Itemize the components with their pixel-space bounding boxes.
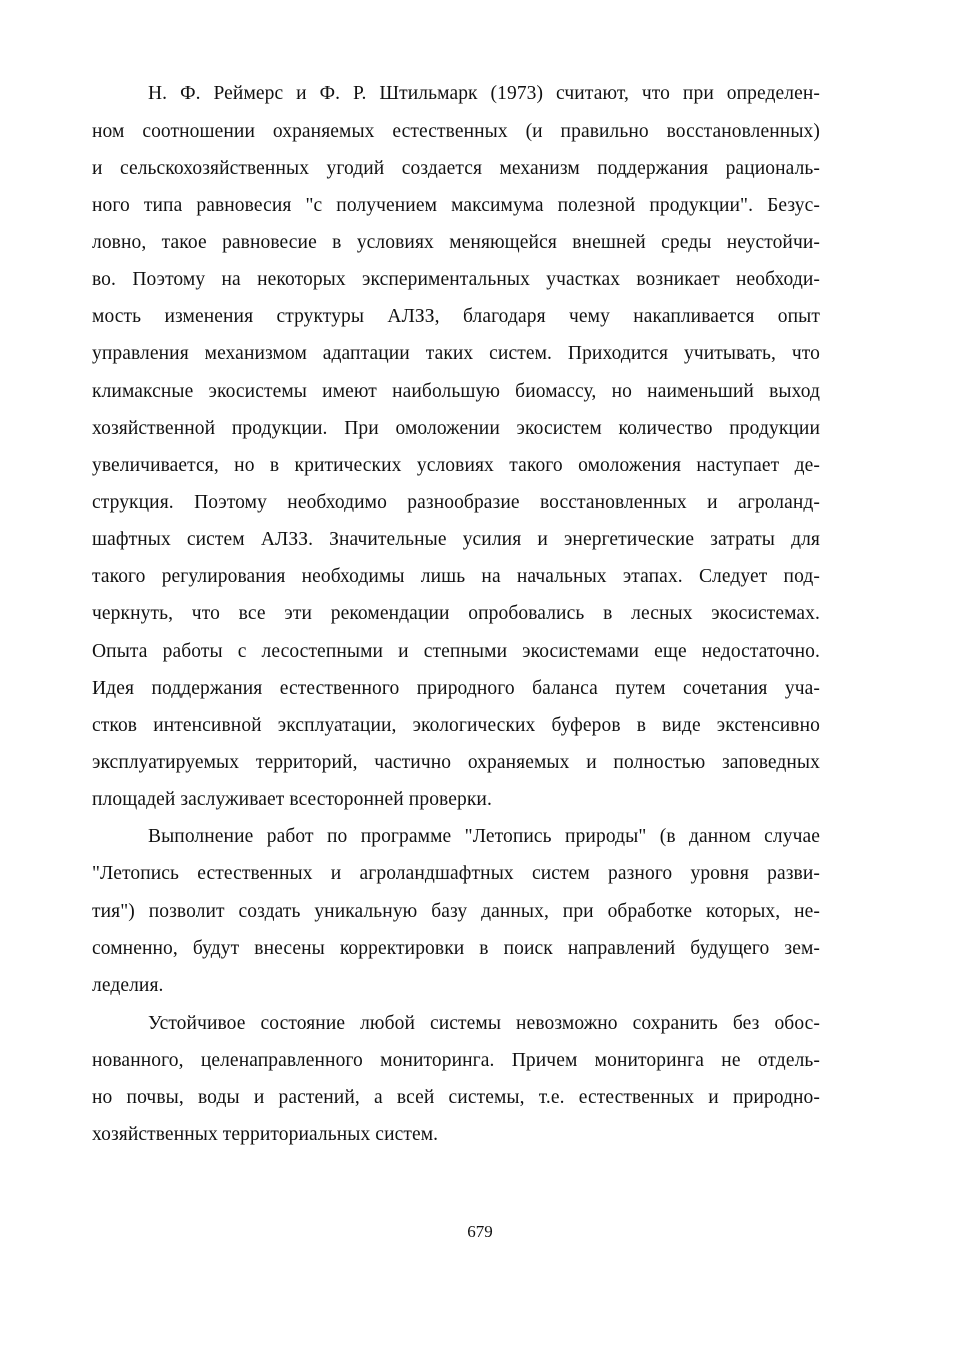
text-line: Н. Ф. Реймерс и Ф. Р. Штильмарк (1973) считают, что при определен- — [148, 83, 820, 104]
text-line: но почвы, воды и растений, а всей системы, т.е. естественных и природно- — [92, 1087, 820, 1108]
text-line: нованного, целенаправленного мониторинга. Причем мониторинга не отдель- — [92, 1050, 820, 1071]
text-line: такого регулирования необходимы лишь на начальных этапах. Следует под- — [92, 566, 820, 587]
text-line: хозяйственной продукции. При омоложении экосистем количество продукции — [92, 418, 820, 439]
text-line: ловно, такое равновесие в условиях меняющейся внешней среды неустойчи- — [92, 232, 820, 253]
text-line: леделия. — [92, 975, 164, 996]
text-line: черкнуть, что все эти рекомендации опробовались в лесных экосистемах. — [92, 603, 820, 624]
text-line: ного типа равновесия "с получением максимума полезной продукции". Безус- — [92, 195, 820, 216]
text-line: хозяйственных территориальных систем. — [92, 1124, 439, 1145]
text-line: стков интенсивной эксплуатации, экологических буферов в виде экстенсивно — [92, 715, 820, 736]
text-line: Идея поддержания естественного природного баланса путем сочетания уча- — [92, 678, 820, 699]
text-line: Выполнение работ по программе "Летопись природы" (в данном случае — [148, 826, 820, 847]
text-line: площадей заслуживает всесторонней проверки. — [92, 789, 492, 810]
text-line: во. Поэтому на некоторых экспериментальных участках возникает необходи- — [92, 269, 820, 290]
text-line: ном соотношении охраняемых естественных (и правильно восстановленных) — [92, 121, 820, 142]
text-line: шафтных систем АЛЗЗ. Значительные усилия и энергетические затраты для — [92, 529, 820, 550]
text-line: и сельскохозяйственных угодий создается механизм поддержания рациональ- — [92, 158, 820, 179]
text-line: Устойчивое состояние любой системы невозможно сохранить без обос- — [148, 1013, 820, 1034]
text-line: увеличивается, но в критических условиях такого омоложения наступает де- — [92, 455, 820, 476]
text-line: управления механизмом адаптации таких систем. Приходится учитывать, что — [92, 343, 820, 364]
text-line: климаксные экосистемы имеют наибольшую биомассу, но наименьший выход — [92, 381, 820, 402]
text-line: мость изменения структуры АЛЗЗ, благодаря чему накапливается опыт — [92, 306, 820, 327]
text-line: сомненно, будут внесены корректировки в поиск направлений будущего зем- — [92, 938, 820, 959]
text-line: струкция. Поэтому необходимо разнообразие восстановленных и агроланд- — [92, 492, 820, 513]
text-line: Опыта работы с лесостепными и степными экосистемами еще недостаточно. — [92, 641, 820, 662]
text-line: "Летопись естественных и агроландшафтных систем разного уровня разви- — [92, 863, 820, 884]
text-line: эксплуатируемых территорий, частично охраняемых и полностью заповедных — [92, 752, 820, 773]
text-line: тия") позволит создать уникальную базу данных, при обработке которых, не- — [92, 901, 820, 922]
page-number: 679 — [467, 1222, 493, 1241]
